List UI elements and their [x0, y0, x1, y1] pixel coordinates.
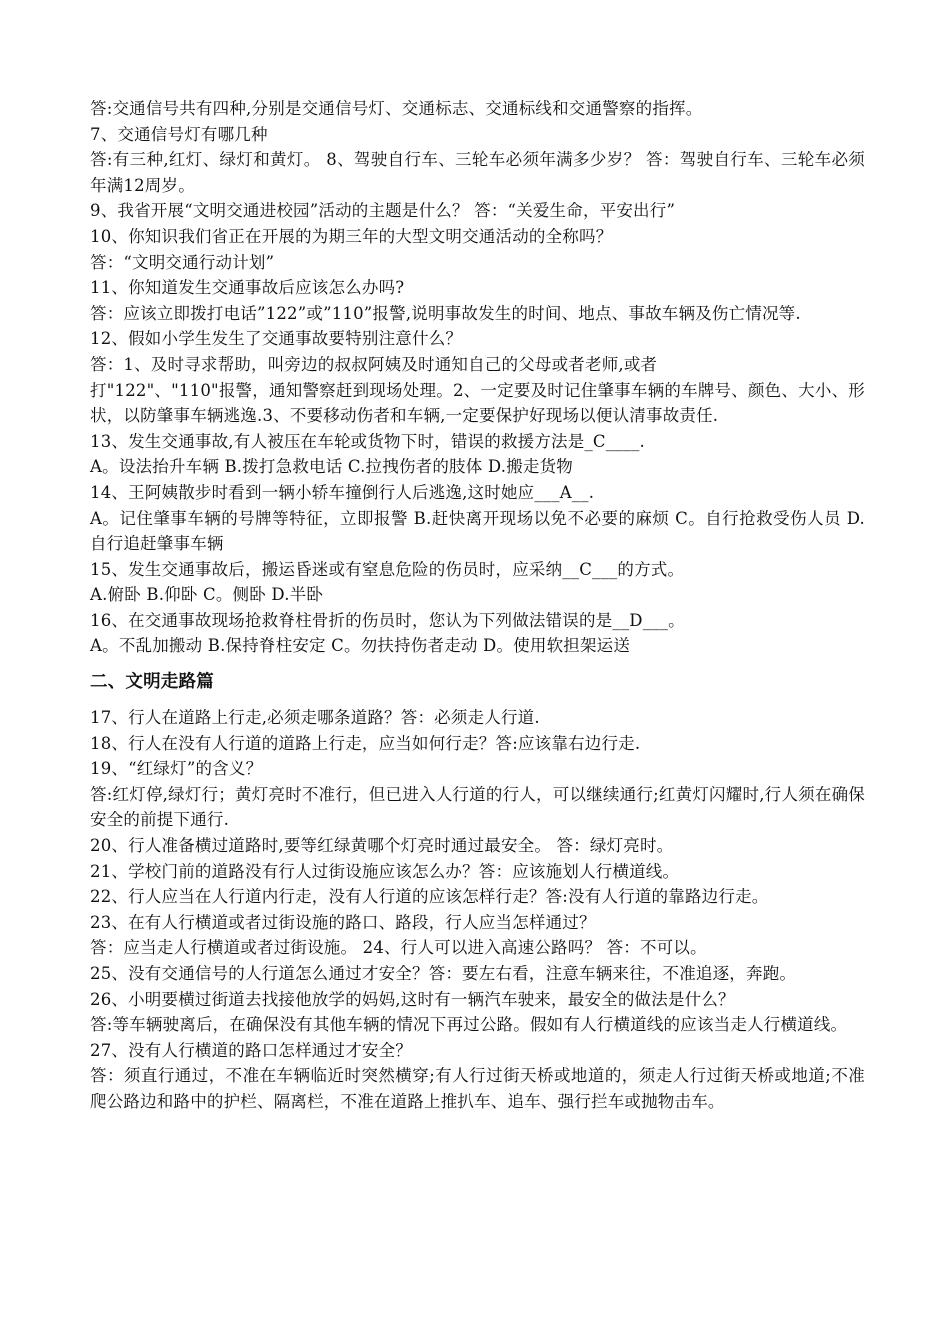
qa-line: A。设法抬升车辆 B.拨打急救电话 C.拉拽伤者的肢体 D.搬走货物	[90, 457, 573, 477]
qa-line: 答：1、及时寻求帮助，叫旁边的叔叔阿姨及时通知自己的父母或者老师,或者	[90, 354, 658, 374]
qa-line: 12、假如小学生发生了交通事故要特别注意什么？	[90, 329, 463, 349]
qa-line: 答:等车辆驶离后，在确保没有其他车辆的情况下再过公路。假如有人行横道线的应该当走人行横道线。	[90, 1015, 848, 1035]
qa-line: A。不乱加搬动 B.保持脊柱安定 C。勿扶持伤者走动 D。使用软担架运送	[90, 636, 631, 656]
qa-line: 答：“文明交通行动计划”	[90, 252, 275, 272]
qa-line: 答：应该立即拨打电话”122”或”110”报警,说明事故发生的时间、地点、事故车辆及伤亡情况等.	[90, 303, 801, 323]
qa-line: 17、行人在道路上行走,必须走哪条道路？答：必须走人行道.	[90, 708, 540, 728]
qa-line: 7、交通信号灯有哪几种	[90, 124, 268, 144]
qa-line: 打"122"、"110"报警，通知警察赶到现场处理。2、一定要及时记住肇事车辆的车牌号、颜色、大小、形状，以防肇事车辆逃逸.3、不要移动伤者和车辆,一定要保护好现场以便认清事故责任.	[90, 380, 865, 426]
qa-line: 答:红灯停,绿灯行；黄灯亮时不准行，但已进入人行道的行人，可以继续通行;红黄灯闪耀时,行人须在确保安全的前提下通行.	[90, 784, 865, 830]
qa-line: 11、你知道发生交通事故后应该怎么办吗?	[90, 278, 405, 298]
section-safety-qa	[90, 96, 865, 659]
qa-line: 19、“红绿灯”的含义？	[90, 759, 263, 779]
qa-line: 27、没有人行横道的路口怎样通过才安全？	[90, 1040, 412, 1060]
qa-line: A.俯卧 B.仰卧 C。侧卧 D.半卧	[90, 585, 324, 605]
qa-line: 13、发生交通事故,有人被压在车轮或货物下时，错误的救援方法是_C____.	[90, 431, 645, 451]
qa-line: 16、在交通事故现场抢救脊柱骨折的伤员时，您认为下列做法错误的是__D___。	[90, 610, 685, 630]
qa-line: 23、在有人行横道或者过街设施的路口、路段，行人应当怎样通过？	[90, 912, 596, 932]
qa-line: 21、学校门前的道路没有行人过街设施应该怎么办？答：应该施划人行横道线。	[90, 861, 680, 881]
qa-line: 26、小明要横过街道去找接他放学的妈妈,这时有一辆汽车驶来，最安全的做法是什么？	[90, 989, 735, 1009]
qa-line: 答:有三种,红灯、绿灯和黄灯。 8、驾驶自行车、三轮车必须年满多少岁？ 答：驾驶自行车、三轮车必须年满12周岁。	[90, 150, 865, 195]
section-walking-qa	[90, 705, 865, 1115]
qa-line: 18、行人在没有人行道的道路上行走，应当如何行走？答:应该靠右边行走.	[90, 733, 641, 753]
qa-line: 25、没有交通信号的人行道怎么通过才安全？答：要左右看，注意车辆来往，不准追逐，奔跑。	[90, 964, 797, 983]
qa-line: 15、发生交通事故后，搬运昏迷或有窒息危险的伤员时，应采纳__C___的方式。	[90, 559, 685, 579]
document-page	[90, 96, 865, 1115]
qa-line: 答：应当走人行横道或者过街设施。 24、行人可以进入高速公路吗？ 答：不可以。	[90, 938, 707, 958]
qa-line: 20、行人准备横过道路时,要等红绿黄哪个灯亮时通过最安全。 答：绿灯亮时。	[90, 836, 674, 856]
qa-line: 9、我省开展“文明交通进校园”活动的主题是什么？ 答：“关爱生命，平安出行”	[90, 201, 676, 221]
qa-line: 答：须直行通过，不准在车辆临近时突然横穿;有人行过街天桥或地道的，须走人行过街天桥或地道;不准爬公路边和路中的护栏、隔离栏，不准在道路上推扒车、追车、强行拦车或抛物击车。	[90, 1066, 865, 1111]
qa-line: 答:交通信号共有四种,分别是交通信号灯、交通标志、交通标线和交通警察的指挥。	[90, 99, 703, 118]
qa-line: 14、王阿姨散步时看到一辆小轿车撞倒行人后逃逸,这时她应___A__.	[90, 482, 595, 502]
qa-line: 22、行人应当在人行道内行走，没有人行道的应该怎样行走？答:没有人行道的靠路边行走。	[90, 887, 769, 907]
qa-line: A。记住肇事车辆的号牌等特征，立即报警 B.赶快离开现场以免不必要的麻烦 C。自行抢救受伤人员 D.自行追赶肇事车辆	[90, 508, 865, 554]
section-heading: 二、文明走路篇	[90, 672, 214, 693]
qa-line: 10、你知识我们省正在开展的为期三年的大型文明交通活动的全称吗？	[90, 226, 613, 246]
